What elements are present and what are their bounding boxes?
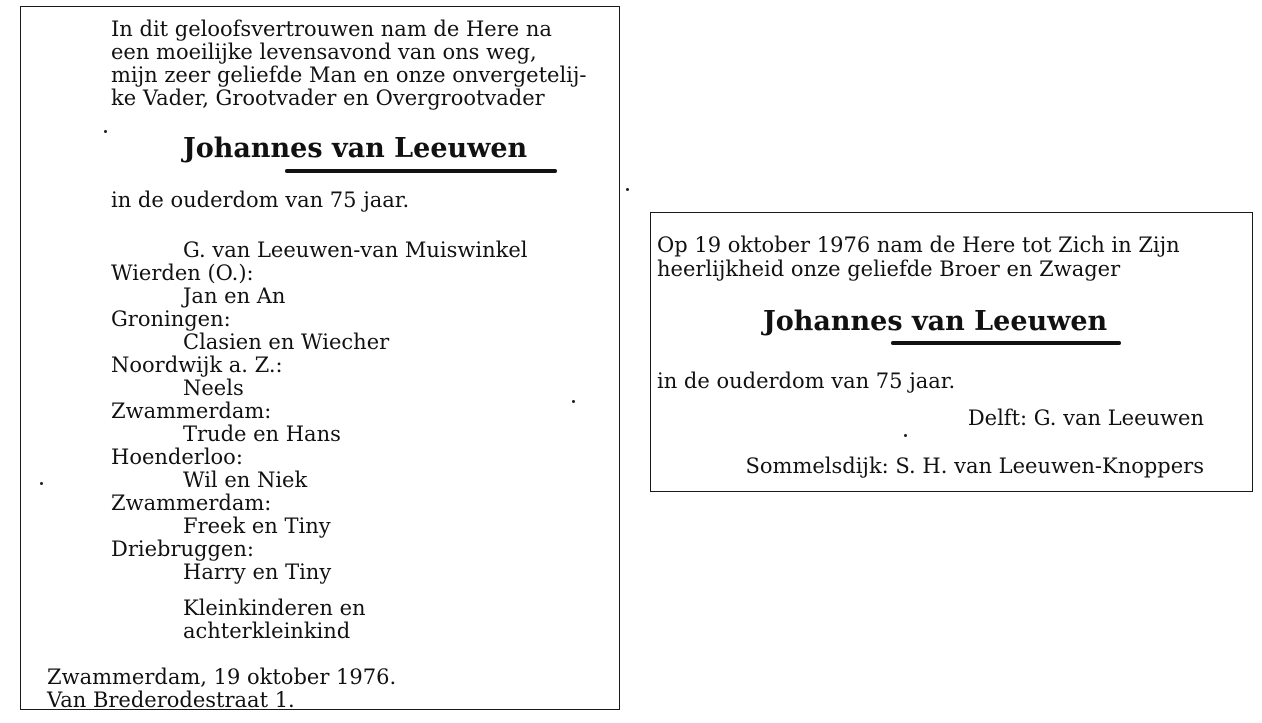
family-place: Noordwijk a. Z.: (111, 353, 283, 377)
family-names: Freek en Tiny (183, 514, 331, 538)
footer-line: Zwammerdam, 19 oktober 1976. (47, 665, 397, 689)
name-underline (285, 169, 557, 173)
family-names: Jan en An (183, 284, 286, 308)
grandchildren-line: Kleinkinderen en (183, 596, 366, 620)
name-underline (891, 341, 1121, 345)
deceased-name: Johannes van Leeuwen (763, 306, 1108, 337)
spouse-name: G. van Leeuwen-van Muiswinkel (183, 238, 528, 262)
age-line: in de ouderdom van 75 jaar. (657, 369, 956, 393)
signer-line: Delft: G. van Leeuwen (967, 406, 1204, 430)
family-place: Zwammerdam: (111, 491, 272, 515)
print-speck (626, 188, 629, 191)
intro-line: heerlijkheid onze geliefde Broer en Zwager (657, 257, 1121, 281)
family-place: Zwammerdam: (111, 399, 272, 423)
print-speck (904, 434, 907, 437)
print-speck (40, 482, 43, 485)
grandchildren-line: achterkleinkind (183, 619, 351, 643)
print-speck (104, 130, 107, 133)
family-place: Driebruggen: (111, 537, 254, 561)
death-notice-siblings (650, 212, 1253, 492)
family-names: Trude en Hans (183, 422, 341, 446)
age-line: in de ouderdom van 75 jaar. (111, 188, 410, 212)
family-names: Wil en Niek (183, 468, 308, 492)
death-notice-family (20, 6, 620, 710)
intro-line: Op 19 oktober 1976 nam de Here tot Zich in Zijn (657, 233, 1180, 257)
print-speck (572, 400, 575, 403)
intro-line: een moeilijke levensavond van ons weg, (111, 40, 537, 64)
family-place: Wierden (O.): (111, 261, 254, 285)
intro-line: ke Vader, Grootvader en Overgrootvader (111, 86, 545, 110)
intro-line: mijn zeer geliefde Man en onze onvergetelij- (111, 63, 587, 87)
footer-line: Van Brederodestraat 1. (47, 688, 295, 712)
family-names: Clasien en Wiecher (183, 330, 390, 354)
deceased-name: Johannes van Leeuwen (183, 133, 528, 164)
family-place: Hoenderloo: (111, 445, 243, 469)
family-place: Groningen: (111, 307, 231, 331)
signer-line: Sommelsdijk: S. H. van Leeuwen-Knoppers (745, 454, 1204, 478)
intro-line: In dit geloofsvertrouwen nam de Here na (111, 17, 552, 41)
family-names: Neels (183, 376, 244, 400)
family-names: Harry en Tiny (183, 560, 332, 584)
